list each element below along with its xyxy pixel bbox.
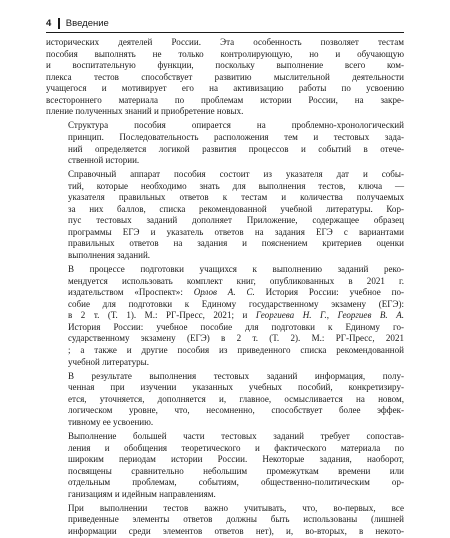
text-line — [46, 357, 404, 369]
text-line — [46, 95, 404, 107]
text-run: за них баллов, списка рекомендованной учебной литературы. Кор- — [68, 203, 404, 214]
author-name: Орлов А. С. — [193, 287, 255, 298]
text-run: исторических деятелей России. Эта особенность позволяет тестам — [46, 37, 404, 47]
text-run: ления и обобщения теоретического и фактического материала по — [68, 442, 404, 453]
text-run: В результате выполнения тестовых заданий информация, полу- — [68, 370, 404, 381]
text-line — [46, 169, 404, 181]
text-line — [46, 106, 404, 118]
text-run: мендуется использовать комплект книг, опубликованных в 2021 г. — [68, 275, 404, 286]
text-run: Структура пособия опирается на проблемно-хронологический — [68, 120, 404, 131]
text-line — [46, 405, 404, 417]
text-line — [46, 264, 404, 276]
text-line — [46, 477, 404, 489]
text-line — [46, 192, 404, 204]
text-line — [46, 49, 404, 61]
page-number: 4 — [46, 18, 52, 29]
text-line — [46, 155, 404, 167]
header-rule — [46, 32, 404, 33]
text-run: ченная при изучении указанных учебных пособий, конкретизиру- — [68, 382, 404, 393]
text-line — [46, 238, 404, 250]
text-run: всестороннего материала по проблемам истории России, на закре- — [46, 94, 404, 105]
text-line — [46, 72, 404, 84]
text-run: ганизациям и идейным направлениям. — [68, 488, 216, 499]
paragraph — [46, 120, 404, 166]
paragraph — [46, 431, 404, 500]
text-run: ний определяется логикой развития процессов и событий в отече- — [68, 143, 404, 154]
text-line — [46, 526, 404, 538]
text-line — [46, 276, 404, 288]
text-run: сударственному экзамену (ЕГЭ) в 2 т. (Т. 2). М.: РГ-Пресс, 2021 — [68, 333, 404, 344]
text-run: тивному ее усвоению. — [68, 416, 154, 427]
text-line — [46, 310, 404, 322]
text-run: , — [326, 310, 338, 321]
text-line — [46, 431, 404, 443]
text-line — [46, 37, 404, 49]
text-run: широким периодам истории России. Некоторые задания, наоборот, — [68, 454, 404, 465]
text-run: плекса тестов способствует развитию мыслительной деятельности — [46, 71, 404, 82]
text-line — [46, 204, 404, 216]
header-separator — [58, 18, 60, 29]
running-header — [46, 17, 404, 30]
text-line — [46, 345, 404, 357]
text-run: Выполнение большей части тестовых заданий требует сопостав- — [68, 431, 404, 442]
paragraph — [46, 264, 404, 368]
text-run: В процессе подготовки учащихся к выполнению заданий реко- — [68, 264, 404, 275]
author-name: Георгиева Н. Г. — [255, 310, 327, 321]
text-run: правильных ответов на задания и пояснением критериев оценки — [68, 238, 404, 249]
text-run: История России: учебное по- — [254, 287, 404, 298]
text-line — [46, 60, 404, 72]
text-line — [46, 333, 404, 345]
text-run: выполнения заданий. — [68, 250, 151, 261]
text-run: программы ЕГЭ и указатель ответов на задания ЕГЭ с вариантами — [68, 226, 404, 237]
text-line — [46, 394, 404, 406]
text-run: указателя правильных ответов к тестам и количества получаемых — [68, 192, 404, 203]
text-line — [46, 443, 404, 455]
text-line — [46, 144, 404, 156]
paragraph — [46, 503, 404, 538]
text-run: При выполнении тестов важно учитывать, что, во-первых, все — [68, 502, 404, 513]
text-run: учащегося и мотивирует его на активизацию работы по усвоению — [46, 83, 404, 94]
text-line — [46, 322, 404, 334]
text-run: ется, уточняется, дополняется и, главное, осмысливается на новом, — [68, 393, 404, 404]
text-line — [46, 299, 404, 311]
text-line — [46, 120, 404, 132]
text-run: логическом уровне, что, несомненно, способствует более эффек- — [68, 405, 404, 416]
text-line — [46, 417, 404, 429]
text-line — [46, 514, 404, 526]
text-line — [46, 466, 404, 478]
text-run: ственной истории. — [68, 155, 140, 166]
section-title: Введение — [65, 18, 109, 29]
text-line — [46, 382, 404, 394]
text-run: пление полученных знаний и приобретение новых. — [46, 106, 244, 117]
text-run: Справочный аппарат пособия состоит из указателя дат и собы- — [68, 169, 404, 180]
text-line — [46, 83, 404, 95]
text-line — [46, 371, 404, 383]
body-text — [46, 37, 404, 538]
paragraph — [46, 37, 404, 118]
text-run: посвящены сравнительно небольшим промежуткам времени или — [68, 465, 404, 476]
text-line — [46, 454, 404, 466]
paragraph — [46, 371, 404, 429]
text-run: тий, которые необходимо знать для выполнения тестов, ключа — — [68, 180, 404, 191]
text-line — [46, 503, 404, 515]
text-line — [46, 489, 404, 501]
text-run: и воспитательную функции, поскольку выполнение всего ком- — [46, 60, 404, 71]
text-line — [46, 181, 404, 193]
text-run: отдельным проблемам, событиям, общественно-политическим ор- — [68, 477, 404, 488]
text-run: в 2 т. (Т. 1). М.: РГ-Пресс, 2021; и — [68, 310, 256, 321]
text-run: История России: учебное пособие для подготовки к Единому го- — [68, 321, 404, 332]
text-run: собие для подготовки к Единому государственному экзамену (ЕГЭ): — [68, 298, 404, 309]
text-line — [46, 227, 404, 239]
text-run: принцип. Последовательность расположения тем и тестовых зада- — [68, 131, 404, 142]
text-run: приведенные элементы ответов должны быть использованы (лишней — [68, 514, 404, 525]
text-line — [46, 287, 404, 299]
text-run: ; а также и другие пособия из приведенного списка рекомендованной — [68, 345, 404, 355]
text-line — [46, 250, 404, 262]
paragraph — [46, 169, 404, 261]
text-run: пособия выполнять не только контролирующую, но и обучающую — [46, 48, 404, 59]
text-run: издательством «Проспект»: — [68, 287, 194, 298]
text-line — [46, 132, 404, 144]
text-line — [46, 215, 404, 227]
text-run: учебной литературы. — [68, 356, 150, 367]
text-run: пус тестовых заданий дополняет Приложение, содержащее образец — [68, 215, 404, 226]
text-run: информации среди элементов ответов нет), и, во-вторых, в некото- — [68, 525, 404, 536]
author-name: Георгиев В. А. — [337, 310, 405, 321]
